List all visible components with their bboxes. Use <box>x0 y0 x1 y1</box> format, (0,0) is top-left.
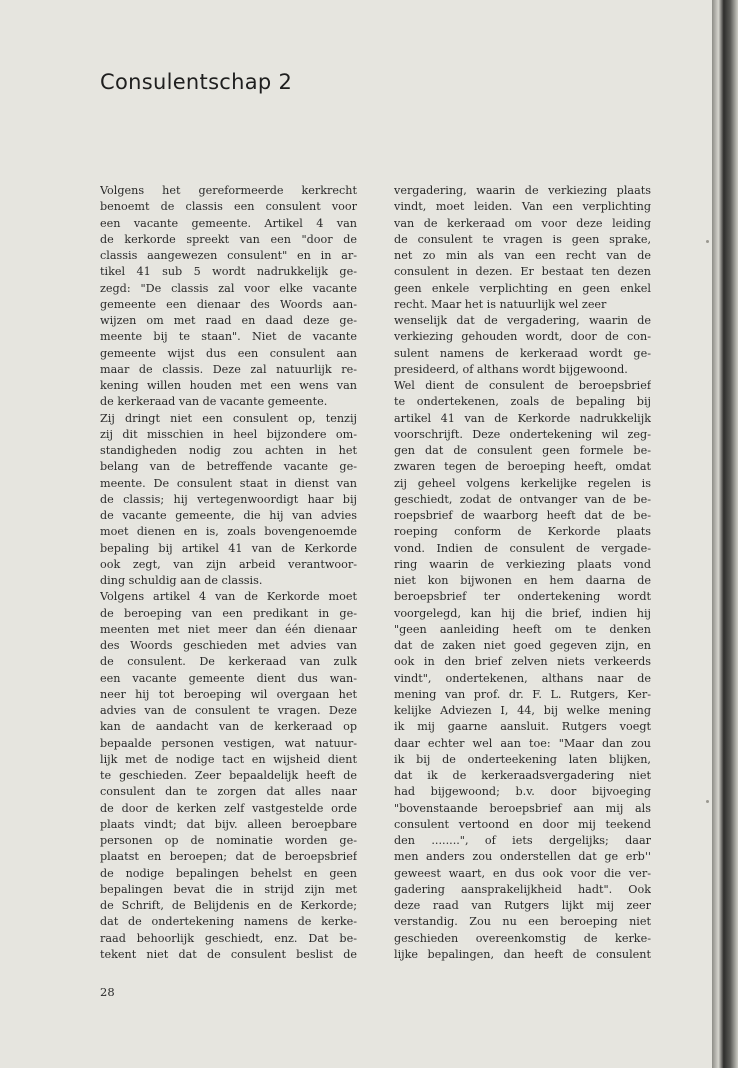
text-line: Volgens het gereformeerde kerkrecht <box>100 184 357 197</box>
text-line: ding schuldig aan de classis. <box>100 574 263 587</box>
text-line: de consulent. De kerkeraad van zulk <box>100 655 357 669</box>
text-line: te geschieden. Zeer bepaaldelijk heeft de <box>100 769 357 782</box>
text-line: classis aangewezen consulent" en in ar- <box>100 249 357 262</box>
text-line: bepalingen bevat die in strijd zijn met <box>100 882 357 896</box>
text-line: Zij dringt niet een consulent op, tenzij <box>100 411 357 425</box>
text-line: consulent vertoond en door mij teekend <box>394 817 651 831</box>
text-line: een vacante gemeente. Artikel 4 van <box>100 216 357 230</box>
text-line: bepaalde personen vestigen, wat natuur- <box>100 736 357 750</box>
text-line: geen enkele verplichting en geen enkel <box>394 281 651 295</box>
text-line: advies van de consulent te vragen. Deze <box>100 704 357 717</box>
text-line: gadering aansprakelijkheid hadt". Ook <box>394 882 651 896</box>
text-line: zwaren tegen de beroeping heeft, omdat <box>394 460 651 474</box>
text-line: beroepsbrief ter ondertekening wordt <box>394 590 651 604</box>
text-line: kening willen houden met een wens van <box>100 379 357 392</box>
text-line: dat de zaken niet goed gegeven zijn, en <box>394 639 651 652</box>
text-line: ring waarin de verkiezing plaats vond <box>394 557 651 571</box>
text-line: recht. Maar het is natuurlijk wel zeer <box>394 297 607 311</box>
text-line: benoemt de classis een consulent voor <box>100 200 357 214</box>
text-line: ook in den brief zelven niets verkeerds <box>394 655 651 669</box>
scan-speck <box>706 240 709 243</box>
text-line: lijke bepalingen, dan heeft de consulent <box>394 947 651 961</box>
scan-speck <box>706 800 709 803</box>
text-line: den ........", of iets dergelijks; daar <box>394 834 651 847</box>
text-line: standigheden nodig zou achten in het <box>100 444 357 457</box>
text-line: van de kerkeraad om voor deze leiding <box>394 216 651 230</box>
text-line: plaatst en beroepen; dat de beroepsbrief <box>100 850 357 864</box>
text-line: de nodige bepalingen behelst en geen <box>100 866 357 880</box>
text-line: presideerd, of althans wordt bijgewoond. <box>394 362 628 376</box>
text-line: tikel 41 sub 5 wordt nadrukkelijk ge- <box>100 265 357 279</box>
text-line: plaats vindt; dat bijv. alleen beroepbare <box>100 817 357 831</box>
text-line: geschieden overeenkomstig de kerke- <box>394 931 651 945</box>
text-line: raad behoorlijk geschiedt, enz. Dat be- <box>100 931 357 945</box>
text-line: vergadering, waarin de verkiezing plaats <box>394 184 651 197</box>
text-line: de vacante gemeente, die hij van advies <box>100 509 357 522</box>
text-line: gemeente een dienaar des Woords aan- <box>100 297 357 311</box>
text-line: belang van de betreffende vacante ge- <box>100 460 357 474</box>
text-line: de consulent te vragen is geen sprake, <box>394 232 651 246</box>
text-line: maar de classis. Deze zal natuurlijk re- <box>100 362 357 376</box>
text-line: ook zegt, van zijn arbeid verantwoor- <box>100 557 357 571</box>
text-line: mening van prof. dr. F. L. Rutgers, Ker- <box>394 687 651 701</box>
text-line: vindt, moet leiden. Van een verplichting <box>394 200 651 214</box>
chapter-title: Consulentschap 2 <box>100 70 293 94</box>
text-line: de beroeping van een predikant in ge- <box>100 606 357 620</box>
text-line: wijzen om met raad en daad deze ge- <box>100 314 357 327</box>
text-line: meenten met niet meer dan één dienaar <box>100 622 357 636</box>
text-line: Volgens artikel 4 van de Kerkorde moet <box>100 590 357 604</box>
text-line: moet dienen en is, zoals bovengenoemde <box>100 525 357 539</box>
text-line: gen dat de consulent geen formele be- <box>394 444 651 457</box>
text-line: zij geheel volgens kerkelijke regelen is <box>394 476 651 490</box>
text-line: Wel dient de consulent de beroepsbrief <box>394 379 651 392</box>
left-text-column <box>100 183 357 963</box>
page-number: 28 <box>100 985 115 999</box>
text-line: "geen aanleiding heeft om te denken <box>394 622 651 636</box>
text-line: consulent in dezen. Er bestaat ten dezen <box>394 265 651 279</box>
text-line: verstandig. Zou nu een beroeping niet <box>394 915 651 929</box>
text-line: geweest waart, en dus ook voor die ver- <box>394 866 651 880</box>
text-line: voorschrijft. Deze ondertekening wil zeg- <box>394 427 651 441</box>
text-line: men anders zou onderstellen dat ge erb'' <box>394 850 651 864</box>
text-line: de classis; hij vertegenwoordigt haar bij <box>100 492 357 506</box>
text-line: vindt", ondertekenen, althans naar de <box>394 671 651 685</box>
right-text-column <box>394 183 651 963</box>
text-line: artikel 41 van de Kerkorde nadrukkelijk <box>394 411 651 425</box>
text-line: ik bij de onderteekening laten blijken, <box>394 752 651 766</box>
text-line: gemeente wijst dus een consulent aan <box>100 346 357 360</box>
text-line: vond. Indien de consulent de vergade- <box>394 541 651 555</box>
text-line: deze raad van Rutgers lijkt mij zeer <box>394 899 651 912</box>
text-line: dat ik de kerkeraadsvergadering niet <box>394 769 651 782</box>
text-line: de door de kerken zelf vastgestelde orde <box>100 801 357 815</box>
text-line: kan de aandacht van de kerkeraad op <box>100 720 357 734</box>
text-line: te ondertekenen, zoals de bepaling bij <box>394 395 651 409</box>
text-line: kelijke Adviezen I, 44, bij welke mening <box>394 704 651 717</box>
text-line: niet kon bijwonen en hem daarna de <box>394 574 651 587</box>
text-line: neer hij tot beroeping wil overgaan het <box>100 687 357 701</box>
text-line: ik mij gaarne aansluit. Rutgers voegt <box>394 720 651 734</box>
text-line: zegd: "De classis zal voor elke vacante <box>100 281 357 295</box>
text-line: personen op de nominatie worden ge- <box>100 834 357 847</box>
text-line: net zo min als van een recht van de <box>394 249 651 262</box>
text-line: de kerkorde spreekt van een "door de <box>100 232 357 246</box>
text-line: voorgelegd, kan hij die brief, indien hij <box>394 606 651 620</box>
text-line: tekent niet dat de consulent beslist de <box>100 947 357 961</box>
text-line: meente bij te staan". Niet de vacante <box>100 330 357 344</box>
text-line: de kerkeraad van de vacante gemeente. <box>100 395 328 409</box>
text-line: roepsbrief de waarborg heeft dat de be- <box>394 509 651 522</box>
text-line: dat de ondertekening namens de kerke- <box>100 915 357 929</box>
text-line: verkiezing gehouden wordt, door de con- <box>394 330 651 344</box>
text-line: wenselijk dat de vergadering, waarin de <box>394 314 651 327</box>
text-line: een vacante gemeente dient dus wan- <box>100 671 357 685</box>
text-line: daar echter wel aan toe: "Maar dan zou <box>394 736 651 750</box>
text-line: roeping conform de Kerkorde plaats <box>394 525 651 539</box>
text-line: des Woords geschieden met advies van <box>100 639 357 652</box>
text-line: "bovenstaande beroepsbrief aan mij als <box>394 801 651 815</box>
text-line: bepaling bij artikel 41 van de Kerkorde <box>100 541 357 555</box>
text-line: geschiedt, zodat de ontvanger van de be- <box>394 492 651 506</box>
book-binding-edge <box>712 0 738 1068</box>
text-line: lijk met de nodige tact en wijsheid dient <box>100 752 357 766</box>
text-line: consulent dan te zorgen dat alles naar <box>100 785 357 799</box>
text-line: meente. De consulent staat in dienst van <box>100 476 357 490</box>
text-line: sulent namens de kerkeraad wordt ge- <box>394 346 651 360</box>
text-line: zij dit misschien in heel bijzondere om- <box>100 427 357 441</box>
text-line: had bijgewoond; b.v. door bijvoeging <box>394 785 651 799</box>
text-line: de Schrift, de Belijdenis en de Kerkorde; <box>100 899 357 912</box>
